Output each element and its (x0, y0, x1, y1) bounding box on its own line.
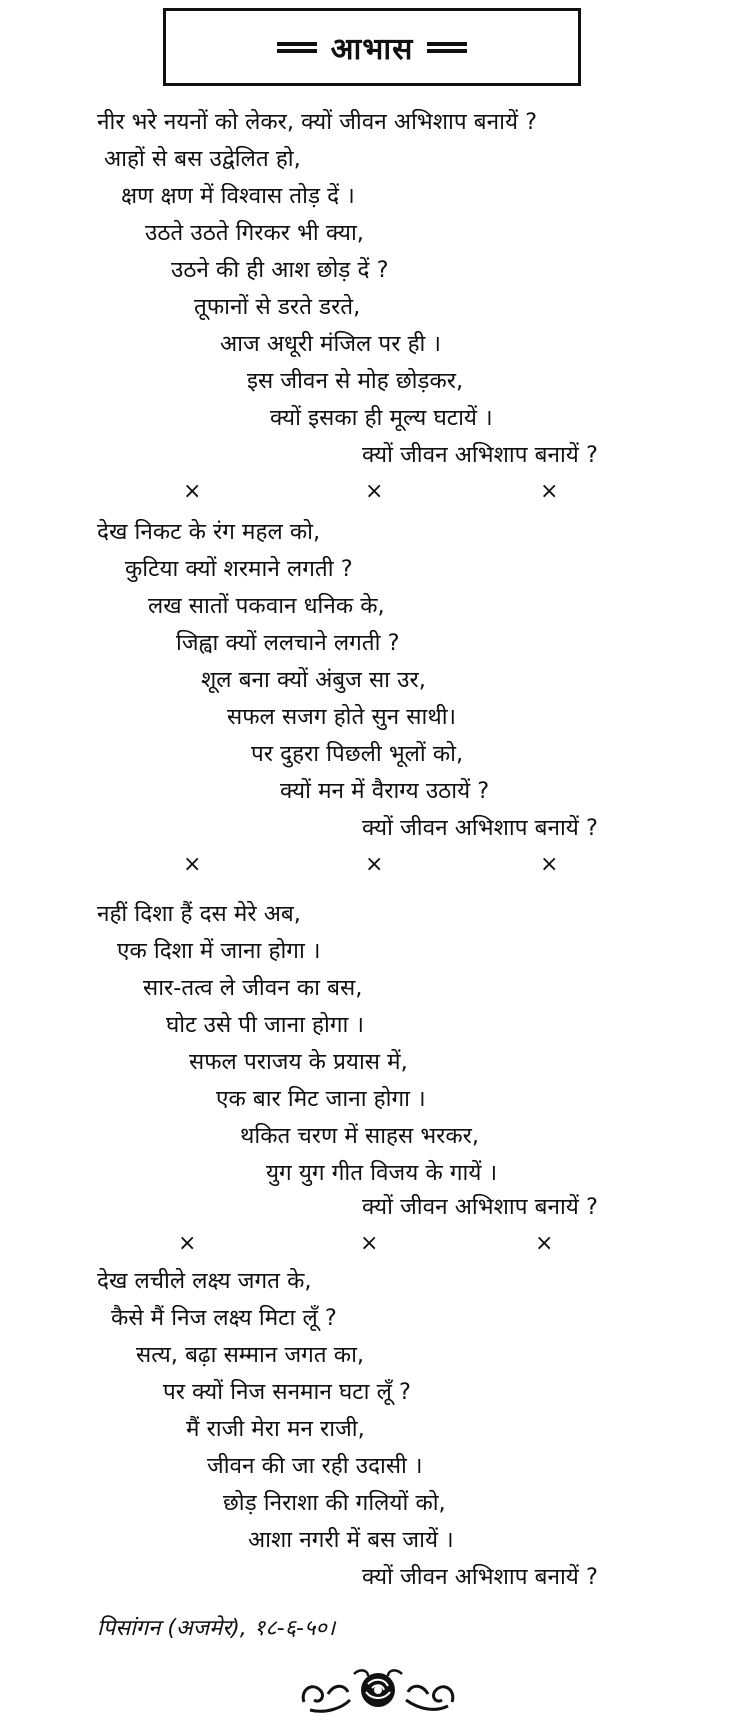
poem-line: छोड़ निराशा की गलियों को, (223, 1490, 446, 1516)
stanza-separator: × (183, 479, 202, 504)
poem-line: कुटिया क्यों शरमाने लगती ? (125, 556, 353, 582)
poem-line: सफल सजग होते सुन साथी। (227, 704, 457, 730)
stanza-separator: × (183, 852, 202, 877)
poem-line: आज अधूरी मंजिल पर ही । (220, 331, 442, 357)
poem-line: एक बार मिट जाना होगा । (216, 1086, 426, 1112)
refrain-line: क्यों जीवन अभिशाप बनायें ? (362, 1564, 598, 1590)
stanza-separator: × (365, 852, 384, 877)
signature-place-date: पिसांगन (अजमेर), १८-६-५०। (97, 1616, 336, 1641)
poem-line: क्यों इसका ही मूल्य घटायें । (270, 405, 493, 431)
poem-line: देख लचीले लक्ष्य जगत के, (97, 1268, 312, 1294)
poem-line: कैसे मैं निज लक्ष्य मिटा लूँ ? (111, 1305, 337, 1331)
poem-line: थकित चरण में साहस भरकर, (240, 1123, 479, 1149)
poem-line: लख सातों पकवान धनिक के, (148, 593, 385, 619)
stanza-separator: × (540, 479, 559, 504)
poem-line: उठने की ही आश छोड़ दें ? (171, 257, 389, 283)
poem-line: जिह्वा क्यों ललचाने लगती ? (176, 630, 400, 656)
stanza-separator: × (540, 852, 559, 877)
page-title: आभास (330, 31, 414, 67)
poem-line: क्षण क्षण में विश्वास तोड़ दें । (121, 183, 355, 209)
title-box (163, 8, 581, 86)
poem-line: आहों से बस उद्वेलित हो, (104, 146, 301, 172)
title-right-bar (427, 41, 467, 54)
poem-line: देख निकट के रंग महल को, (97, 519, 321, 545)
poem-line: आशा नगरी में बस जायें । (248, 1527, 454, 1553)
refrain-line: क्यों जीवन अभिशाप बनायें ? (362, 442, 598, 468)
refrain-line: क्यों जीवन अभिशाप बनायें ? (362, 815, 598, 841)
poem-line: पर क्यों निज सनमान घटा लूँ ? (163, 1379, 411, 1405)
stanza-separator: × (178, 1231, 197, 1256)
stanza-separator: × (535, 1231, 554, 1256)
title-left-bar (277, 41, 317, 54)
poem-line: युग युग गीत विजय के गायें । (266, 1160, 498, 1186)
poem-line: मैं राजी मेरा मन राजी, (186, 1416, 365, 1442)
poem-line: सफल पराजय के प्रयास में, (189, 1049, 408, 1075)
stanza-separator: × (360, 1231, 379, 1256)
poem-line: शूल बना क्यों अंबुज सा उर, (201, 667, 426, 693)
title-row (277, 27, 468, 68)
poem-line: नीर भरे नयनों को लेकर, क्यों जीवन अभिशाप बनायें ? (97, 109, 538, 135)
poem-line: क्यों मन में वैराग्य उठायें ? (280, 778, 490, 804)
poem-line: उठते उठते गिरकर भी क्या, (145, 220, 364, 246)
poem-line: घोट उसे पी जाना होगा । (166, 1012, 365, 1038)
poem-line: सार-तत्व ले जीवन का बस, (143, 975, 363, 1001)
floral-ornament-icon (298, 1660, 458, 1718)
poem-line: सत्य, बढ़ा सम्मान जगत का, (136, 1342, 365, 1368)
poem-line: तूफानों से डरते डरते, (194, 294, 361, 320)
refrain-line: क्यों जीवन अभिशाप बनायें ? (362, 1194, 598, 1220)
poem-line: नहीं दिशा हैं दस मेरे अब, (97, 901, 301, 927)
poem-line: इस जीवन से मोह छोड़कर, (247, 368, 464, 394)
poem-line: एक दिशा में जाना होगा । (117, 938, 321, 964)
poem-line: जीवन की जा रही उदासी । (207, 1453, 423, 1479)
stanza-separator: × (365, 479, 384, 504)
poem-line: पर दुहरा पिछली भूलों को, (251, 741, 464, 767)
